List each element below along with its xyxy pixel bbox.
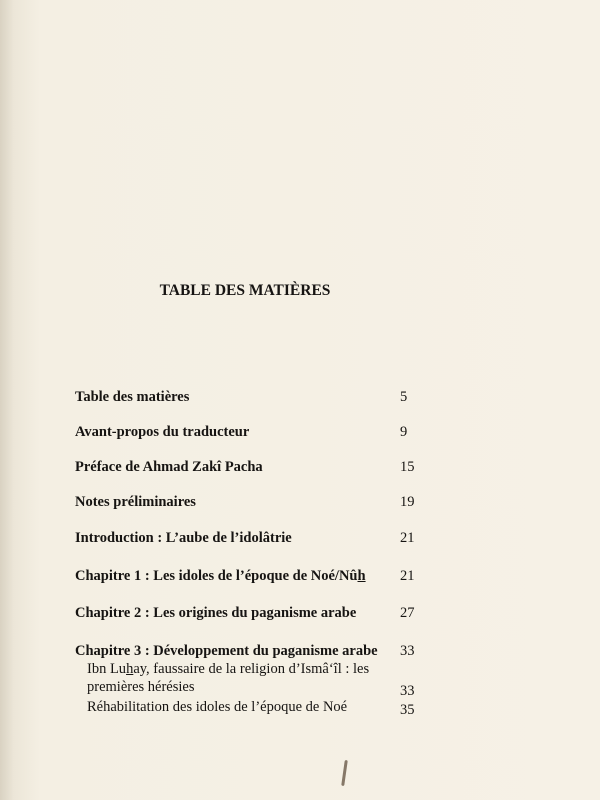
toc-entry — [75, 493, 415, 511]
toc-entry-page: 21 — [400, 530, 415, 546]
toc-entry — [75, 458, 415, 476]
toc-entry-label: Avant-propos du traducteur — [75, 424, 250, 440]
toc-subentry — [87, 698, 417, 716]
toc-entry-page: 27 — [400, 605, 415, 621]
toc-subentry-page: 35 — [400, 702, 415, 718]
toc-entry-page: 15 — [400, 459, 415, 475]
toc-entry-label: Chapitre 2 : Les origines du paganisme arabe — [75, 605, 357, 621]
toc-entry-label: Notes préliminaires — [75, 494, 196, 510]
toc-entry-page: 33 — [400, 643, 415, 659]
label-underlined: h — [357, 568, 366, 584]
label-text: Chapitre 1 : Les idoles de l’époque de Noé/Nû — [75, 568, 358, 584]
toc-subentry-label: premières hérésies — [87, 679, 195, 695]
toc-entry — [75, 642, 415, 660]
toc-entry-page: 5 — [400, 389, 408, 405]
toc-entry — [75, 423, 415, 441]
ink-mark — [341, 760, 348, 786]
toc-entry-page: 9 — [400, 424, 408, 440]
label-text: Ibn Lu — [87, 661, 127, 677]
page-title: TABLE DES MATIÈRES — [159, 282, 331, 299]
toc-entry-page: 19 — [400, 494, 415, 510]
toc-entry-label: Chapitre 3 : Développement du paganisme arabe — [75, 643, 378, 659]
toc-entry-label: Préface de Ahmad Zakî Pacha — [75, 459, 263, 475]
toc-entry — [75, 604, 415, 622]
toc-entry-label: Introduction : L’aube de l’idolâtrie — [75, 530, 292, 546]
toc-subentry-page: 33 — [400, 683, 415, 699]
toc-subentry-label — [87, 661, 369, 677]
toc-subentry — [87, 678, 417, 699]
label-text: ay, faussaire de la religion d’Ismâ‘îl : les — [133, 661, 370, 677]
label-underlined: h — [126, 661, 134, 677]
toc-entry-label: Table des matières — [75, 389, 190, 405]
toc-entry-page: 21 — [400, 568, 415, 584]
toc-entry — [75, 529, 415, 547]
toc-entry-label — [75, 568, 366, 584]
toc-subentry — [87, 660, 417, 678]
toc-entry — [75, 567, 415, 585]
toc-subentry-label: Réhabilitation des idoles de l’époque de Noé — [87, 699, 348, 715]
toc-entry — [75, 388, 415, 406]
